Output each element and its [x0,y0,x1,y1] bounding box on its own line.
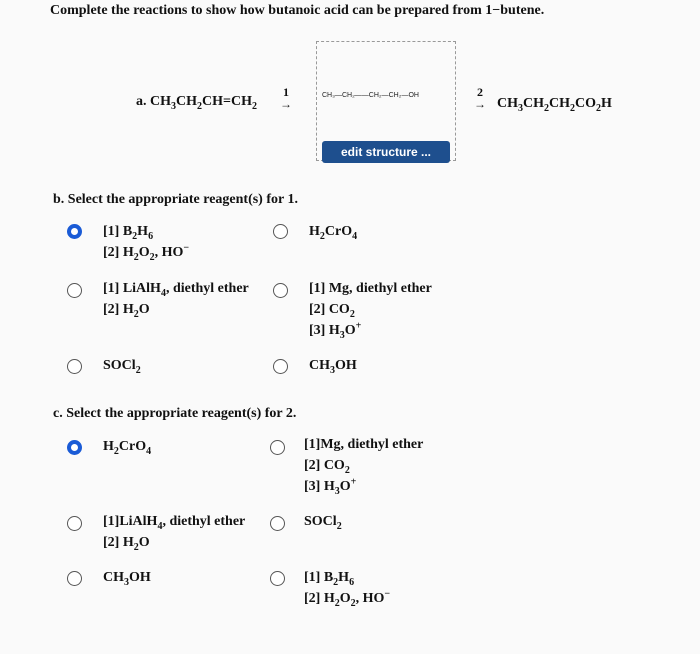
part-c-option-b2h6: [1] $B_2H_6$ [2] $H_2O_2$, HO− [304,570,391,609]
question-title: Complete the reactions to show how butanoic acid can be prepared from 1−butene. [50,3,545,18]
part-b-option-lialh4: [1] LiAlH$_4$, diethyl ether [2] $H_2O$ [103,281,249,320]
part-b-prompt: b. Select the appropriate reagent(s) for 1. [53,192,298,207]
arrow-icon: → [280,97,292,111]
part-c-radio-h2cro4[interactable] [67,440,82,455]
reaction-product: $CH_3CH_2CH_2CO_2H$ [497,96,612,114]
step-2-number: 2 [477,85,483,99]
part-b-option-b2h6: [1] $B_2H_6$ [2] $H_2O_2$, HO− [103,224,190,263]
step-1-arrow [279,86,293,110]
step-1-number: 1 [283,85,289,99]
part-c-radio-b2h6[interactable] [270,571,285,586]
part-b-radio-socl2[interactable] [67,359,82,374]
part-c-radio-lialh4[interactable] [67,516,82,531]
part-c-prompt: c. Select the appropriate reagent(s) for 2. [53,406,297,421]
part-b-radio-grignard[interactable] [273,283,288,298]
part-c-option-grignard: [1]Mg, diethyl ether [2] $CO_2$ [3] $H_3O^+$ [304,437,424,497]
part-c-radio-socl2[interactable] [270,516,285,531]
part-b-option-ch3oh: $CH_3OH$ [309,358,357,376]
part-b-option-h2cro4: $H_2CrO_4$ [309,224,358,242]
edit-structure-button[interactable]: edit structure ... [322,141,450,163]
part-b-option-grignard: [1] Mg, diethyl ether [2] $CO_2$ [3] $H_3O^+$ [309,281,432,341]
step-2-arrow [473,86,487,110]
part-b-radio-h2cro4[interactable] [273,224,288,239]
part-c-option-ch3oh: $CH_3OH$ [103,570,151,588]
part-c-radio-ch3oh[interactable] [67,571,82,586]
part-b-radio-ch3oh[interactable] [273,359,288,374]
part-a-label: a. [136,94,147,109]
part-b-radio-b2h6[interactable] [67,224,82,239]
part-c-option-lialh4: [1]LiAlH$_4$, diethyl ether [2] $H_2O$ [103,514,246,553]
part-c-option-socl2: SOCl$_2$ [304,514,342,532]
arrow-icon: → [474,97,486,111]
part-b-radio-lialh4[interactable] [67,283,82,298]
drawn-structure: CH₃—CH₂——CH₂—CH₂—OH [322,92,419,99]
part-c-option-h2cro4: $H_2CrO_4$ [103,439,152,457]
reaction-starting-material: a. $CH_3CH_2CH=CH_2$ [136,94,257,112]
part-c-radio-grignard[interactable] [270,440,285,455]
part-b-option-socl2: SOCl$_2$ [103,358,141,376]
